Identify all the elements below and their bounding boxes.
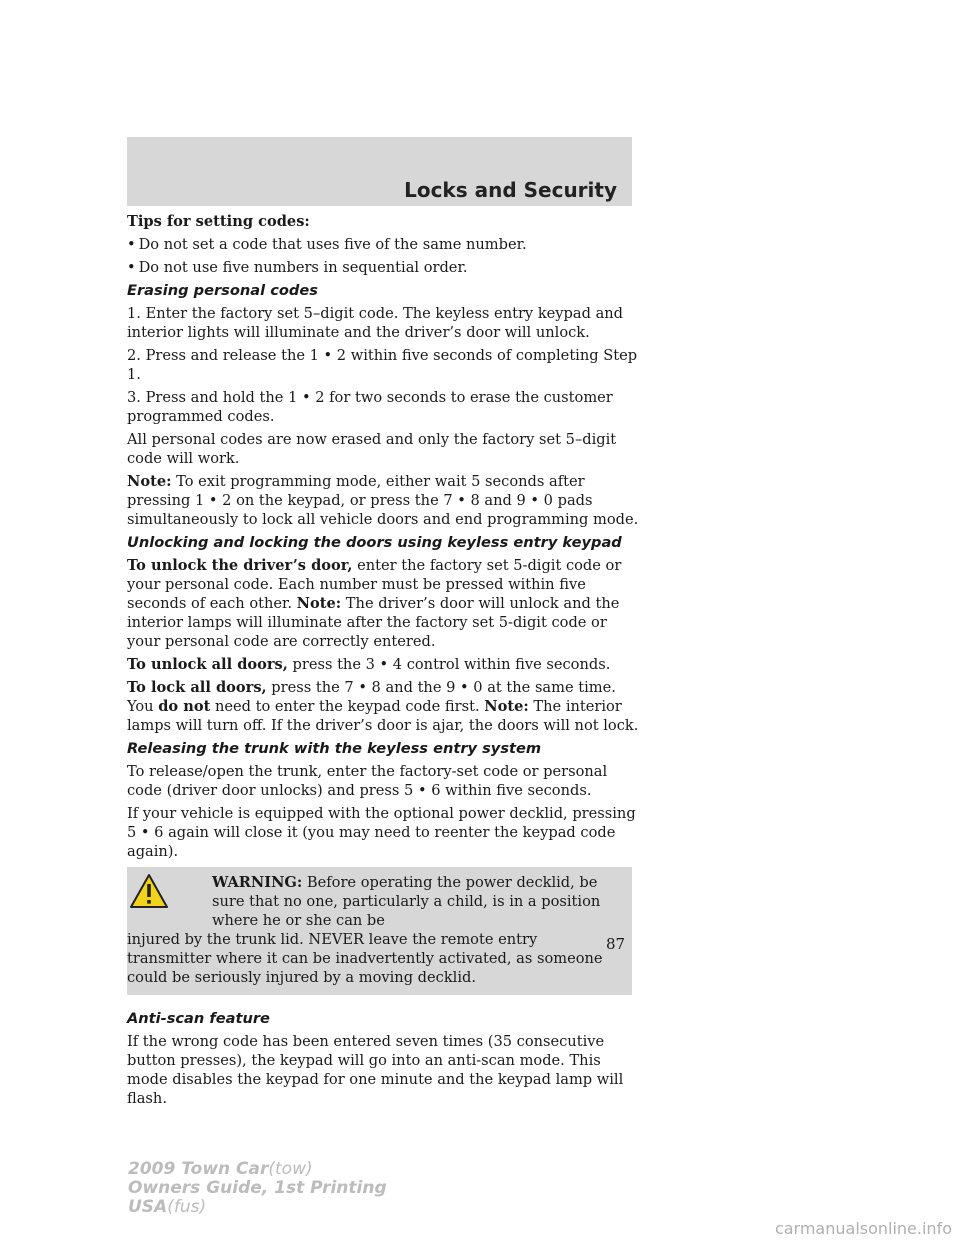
erasing-summary: All personal codes are now erased and only the factory set 5–digit code will work. xyxy=(127,431,617,467)
erasing-heading: Erasing personal codes xyxy=(127,282,318,299)
warning-first-line: WARNING: Before operating the power decklid, be sure that no one, particularly a child, is in a position where he or she can be xyxy=(212,874,601,929)
print-footer xyxy=(128,1160,387,1217)
tips-heading: Tips for setting codes: xyxy=(127,213,310,230)
erasing-note: Note: To exit programming mode, either wait 5 seconds after pressing 1 • 2 on the keypad, or press the 7 • 8 and 9 • 0 pads simultaneously to lock all vehicle doors and end programming mode. xyxy=(127,473,639,528)
unlock-all-paragraph: To unlock all doors, press the 3 • 4 control within five seconds. xyxy=(127,656,611,673)
warning-box xyxy=(127,867,632,995)
page-number: 87 xyxy=(606,935,626,953)
page-content xyxy=(127,212,639,1112)
footer-line-2: Owners Guide, 1st Printing xyxy=(128,1178,387,1198)
section-title: Locks and Security xyxy=(404,178,617,202)
antiscan-heading: Anti-scan feature xyxy=(127,1010,270,1027)
tip-item: • Do not set a code that uses five of the same number. xyxy=(127,235,639,254)
tip-item: • Do not use five numbers in sequential order. xyxy=(127,258,639,277)
footer-line-3: USA(fus) xyxy=(128,1197,207,1217)
erasing-step-3: 3. Press and hold the 1 • 2 for two seconds to erase the customer programmed codes. xyxy=(127,389,613,425)
unlock-driver-paragraph: To unlock the driver’s door, enter the factory set 5-digit code or your personal code. Each number must be pressed within five seconds of each other. Note: The driver’s door will unlock and the interior lamps will illuminate after the factory set 5-digit code or your personal code are correctly entered. xyxy=(127,557,622,650)
trunk-paragraph-1: To release/open the trunk, enter the factory-set code or personal code (driver door unlocks) and press 5 • 6 within five seconds. xyxy=(127,763,608,799)
watermark: carmanualsonline.info xyxy=(774,1219,952,1238)
locking-heading: Unlocking and locking the doors using keyless entry keypad xyxy=(127,534,622,551)
trunk-paragraph-2: If your vehicle is equipped with the optional power decklid, pressing 5 • 6 again will close it (you may need to reenter the keypad code again). xyxy=(127,805,636,860)
warning-triangle-icon xyxy=(129,873,169,909)
warning-rest: injured by the trunk lid. NEVER leave the remote entry transmitter where it can be inadvertently activated, as someone could be seriously injured by a moving decklid. xyxy=(127,931,603,986)
lock-all-paragraph: To lock all doors, press the 7 • 8 and the 9 • 0 at the same time. You do not need to enter the keypad code first. Note: The interior lamps will turn off. If the driver’s door is ajar, the doors will not lock. xyxy=(127,679,639,734)
erasing-step-1: 1. Enter the factory set 5–digit code. The keyless entry keypad and interior lights will illuminate and the driver’s door will unlock. xyxy=(127,305,624,341)
footer-line-1: 2009 Town Car(tow) xyxy=(128,1159,313,1179)
antiscan-paragraph: If the wrong code has been entered seven times (35 consecutive button presses), the keypad will go into an anti-scan mode. This mode disables the keypad for one minute and the keypad lamp will flash. xyxy=(127,1033,624,1107)
erasing-step-2: 2. Press and release the 1 • 2 within five seconds of completing Step 1. xyxy=(127,347,638,383)
header-band xyxy=(127,137,632,206)
trunk-heading: Releasing the trunk with the keyless entry system xyxy=(127,740,542,757)
